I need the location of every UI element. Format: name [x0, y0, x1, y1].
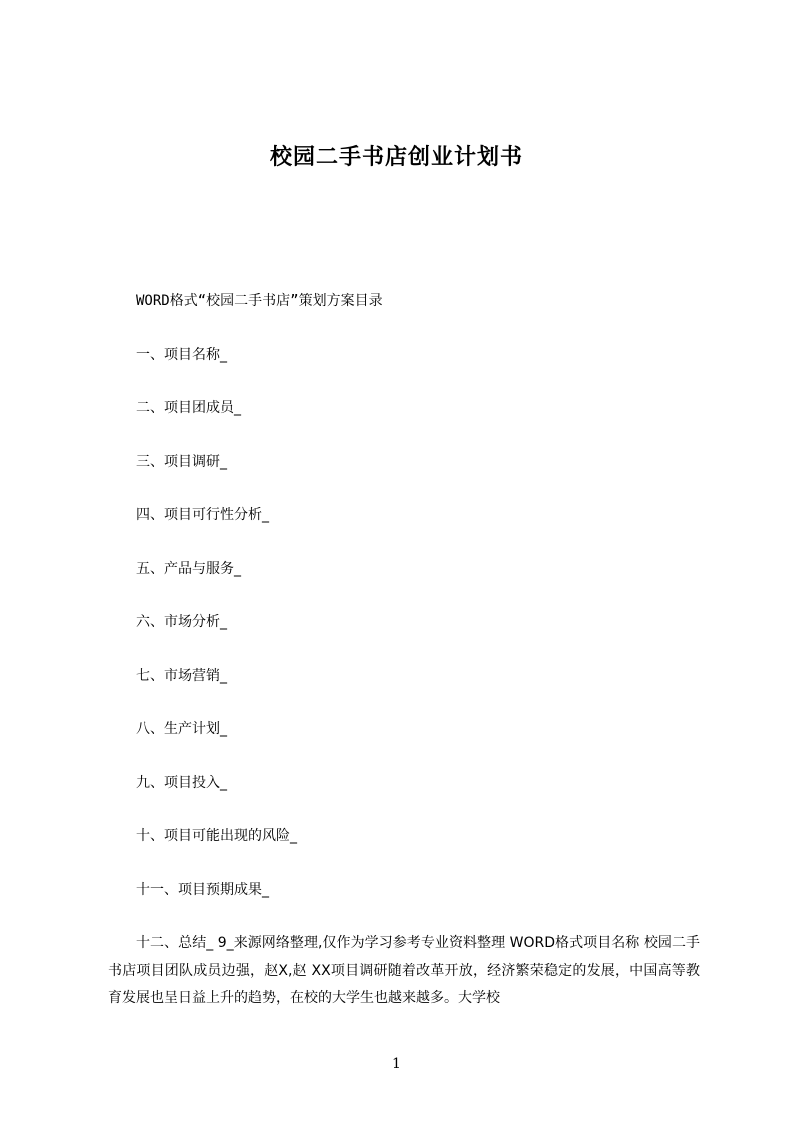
toc-item: 四、项目可行性分析_ — [136, 507, 269, 523]
toc-item: 八、生产计划_ — [136, 721, 227, 737]
toc-item: 三、项目调研_ — [136, 453, 227, 470]
toc-heading: WORD格式“校园二手书店”策划方案目录 — [136, 293, 383, 309]
page-number: 1 — [392, 1056, 401, 1072]
toc-item: 五、产品与服务_ — [136, 560, 241, 577]
table-of-contents — [136, 290, 383, 932]
document-title: 校园二手书店创业计划书 — [269, 145, 523, 170]
toc-item: 二、项目团成员_ — [136, 400, 241, 416]
toc-item: 九、项目投入_ — [136, 774, 227, 791]
toc-item: 一、项目名称_ — [136, 346, 227, 363]
toc-item: 七、市场营销_ — [136, 667, 227, 684]
toc-item: 十一、项目预期成果_ — [136, 881, 269, 898]
toc-item: 十、项目可能出现的风险_ — [136, 828, 297, 844]
body-paragraph: 十二、总结_ 9_来源网络整理,仅作为学习参考专业资料整理 WORD格式项目名称 校园二手书店项目团队成员边强，赵X,赵 XX项目调研随着改革开放，经济繁荣稳定的发展，中国高等教育发展也呈日益上升的趋势，在校的大学生也越来越多。大学校 — [108, 935, 700, 1006]
toc-item: 六、市场分析_ — [136, 614, 227, 630]
